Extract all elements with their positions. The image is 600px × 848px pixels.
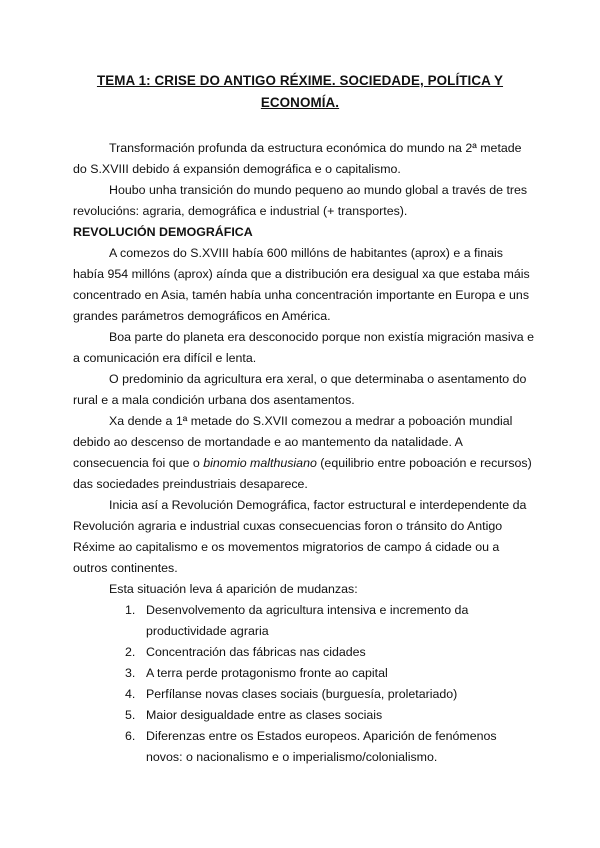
paragraph-unknown-planet: Boa parte do planeta era desconocido porque non existía migración masiva e a comunicación era difícil e lenta. bbox=[73, 330, 534, 365]
list-item bbox=[73, 726, 535, 768]
list-item bbox=[73, 705, 535, 726]
intro-paragraph-1: Transformación profunda da estructura económica do mundo na 2ª metade do S.XVIII debido á expansión demográfica e o capitalismo. bbox=[73, 141, 522, 176]
list-text: Diferenzas entre os Estados europeos. Aparición de fenómenos novos: o nacionalismo e o imperialismo/colonialismo. bbox=[146, 729, 497, 764]
list-item bbox=[73, 684, 535, 705]
paragraph-changes-intro: Esta situación leva á aparición de mudanzas: bbox=[109, 582, 358, 596]
list-item bbox=[73, 663, 535, 684]
list-number: 3. bbox=[125, 666, 136, 680]
changes-list bbox=[73, 600, 535, 768]
list-number: 1. bbox=[125, 603, 136, 617]
list-item bbox=[73, 642, 535, 663]
paragraph-growth bbox=[73, 411, 535, 495]
list-number: 4. bbox=[125, 687, 136, 701]
list-text: Concentración das fábricas nas cidades bbox=[146, 645, 366, 659]
paragraph-revolution: Inicia así a Revolución Demográfica, factor estructural e interdependente da Revolución agraria e industrial cuxas consecuencias foron o tránsito do Antigo Réxime ao capitalismo e os movementos migratorios de campo á cidade ou a outros continentes. bbox=[73, 498, 527, 575]
section-heading: REVOLUCIÓN DEMOGRÁFICA bbox=[73, 225, 253, 239]
paragraph-agriculture: O predominio da agricultura era xeral, o que determinaba o asentamento do rural e a mala condición urbana dos asentamentos. bbox=[73, 372, 527, 407]
italic-term: binomio malthusiano bbox=[203, 456, 317, 470]
list-text: A terra perde protagonismo fronte ao capital bbox=[146, 666, 388, 680]
list-text: Maior desigualdade entre as clases sociais bbox=[146, 708, 383, 722]
list-item bbox=[73, 600, 535, 642]
list-number: 2. bbox=[125, 645, 136, 659]
page-title: TEMA 1: CRISE DO ANTIGO RÉXIME. SOCIEDADE, POLÍTICA Y ECONOMÍA. bbox=[96, 73, 504, 110]
list-number: 5. bbox=[125, 708, 136, 722]
intro-paragraph-2: Houbo unha transición do mundo pequeno ao mundo global a través de tres revolucións: agraria, demográfica e industrial (+ transportes). bbox=[73, 183, 528, 218]
list-text: Perfílanse novas clases sociais (burguesía, proletariado) bbox=[146, 687, 458, 701]
paragraph-growth-text-1: Xa dende a 1ª metade do S.XVII comezou a medrar a poboación mundial debido ao descenso de mortandade e ao mantemento da natalidade. A consecuencia foi que o bbox=[73, 414, 513, 470]
document-body bbox=[73, 138, 535, 768]
paragraph-growth-text-2: (equilibrio entre poboación e recursos) das sociedades preindustriais desaparece. bbox=[73, 456, 532, 491]
paragraph-population: A comezos do S.XVIII había 600 millóns de habitantes (aprox) e a finais había 954 millóns (aprox) aínda que a distribución era desigual xa que estaba máis concentrado en Asia, tamén había unha concentración importante en Europa e uns grandes parámetros demográficos en América. bbox=[73, 246, 530, 323]
list-number: 6. bbox=[125, 729, 136, 743]
list-text: Desenvolvemento da agricultura intensiva e incremento da productividade agraria bbox=[146, 603, 469, 638]
